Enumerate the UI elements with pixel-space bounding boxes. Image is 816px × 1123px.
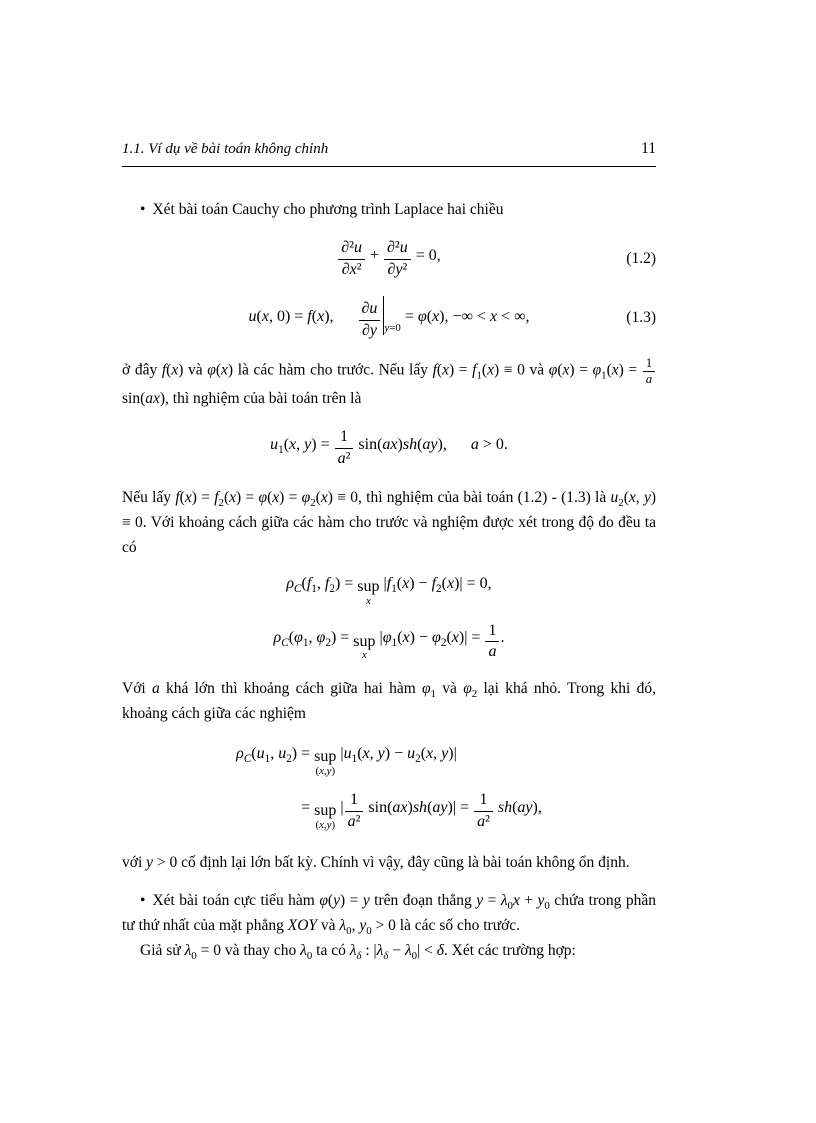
paragraph-lambda-cases: Giả sử $\lambda_0 = 0$ và thay cho $\lambda_0$ ta có $\lambda_\delta$ : $|\lambda_\delta - \lambda_0| < \delta$. Xét các trường hợp: [140, 941, 576, 963]
paragraph-second-case: Nếu lấy $f(x) = f_2(x) = \varphi(x) = \varphi_2(x) \equiv 0$, thì nghiệm của bài toán (1.2) - (1.3) là $u_2(x$, y) ≡ 0. Với khoảng cách giữa các hàm cho trước và nghiệm được xét trong độ đo đều ta có [122, 488, 657, 557]
page-content [122, 136, 656, 963]
bullet-icon: • [140, 891, 146, 909]
paragraph-distance-small: Với a khá lớn thì khoảng cách giữa hai hàm $\varphi_1$ và $\varphi_2$ lại khá nhỏ. Trong khi đó, khoảng cách giữa các nghiệm [122, 679, 656, 722]
paragraph-unstable-conclusion: với y > 0 cố định lại lớn bất kỳ. Chính vì vậy, đây cũng là bài toán không ổn định. [122, 853, 630, 871]
bullet-item-text: Xét bài toán cực tiểu hàm φ(y) = y trên đoạn thẳng $y = \lambda_0x + y_0$ chứa trong phần tư thứ nhất của mặt phẳng XOY và $\lambda_0$, $y_0 > 0$ là các số cho trước. [122, 891, 657, 937]
equation-body: u(x, 0) = f(x), $\frac{\partial u}{\partial y}$ $_{y=0}$ = φ(x), −∞ < x < ∞, [249, 308, 530, 325]
equation-rhs-line1: = sup (x,y) $|u_1(x$, $y) - u_2(x$, y)| [301, 745, 457, 778]
equation-body: $\rho_C(\varphi_1$, $\varphi_2$) = sup x $|\varphi_1(x) - \varphi_2(x)|$ = $\frac{1}{a}$ . [273, 621, 505, 662]
equation-lhs: $\rho_C(u_1$, $u_2$) [236, 745, 298, 766]
bullet-icon: • [140, 201, 146, 219]
bullet-item-text: Xét bài toán Cauchy cho phương trình Laplace hai chiều [152, 201, 504, 219]
equation-body: $\rho_C(f_1$, $f_2$) = sup x $|f_1(x) - f_2(x)| = 0$, [286, 575, 492, 608]
equation-rho-u [122, 744, 656, 832]
equation-tag: (1.2) [626, 250, 656, 268]
paragraph-functions-given: ở đây f(x) và φ(x) là các hàm cho trước. Nếu lấy $f(x) = f_1(x) \equiv 0$ và $\varphi(x) = \varphi_1(x)$ = $\frac{1}{a}$ sin(ax), thì nghiệm của bài toán trên là [122, 357, 656, 411]
equation-rho-f [122, 574, 656, 607]
bullet-item-laplace [122, 197, 656, 222]
equation-1-2 [122, 239, 656, 279]
bullet-item-minimization [122, 888, 656, 938]
page-number: 11 [641, 140, 656, 157]
running-header [122, 136, 656, 167]
equation-tag: (1.3) [626, 309, 656, 327]
equation-1-3 [122, 296, 656, 340]
equation-body: $\frac{\text{∂²u}}{\text{∂x²}}$ + $\frac{\text{∂²u}}{\text{∂y²}}$ = 0, [337, 247, 440, 264]
equation-body: $u_1(x$, y) = $\frac{1}{\text{a²}}$ sin(ax)sh(ay), a > 0. [270, 428, 508, 467]
equation-rho-phi [122, 622, 656, 662]
equation-rhs-line2: = sup (x,y) | $\frac{1}{\text{a²}}$ sin(ax)sh(ay)| = $\frac{1}{\text{a²}}$ sh(ay), [301, 791, 542, 832]
section-title: 1.1. Ví dụ về bài toán không chỉnh [122, 141, 329, 157]
equation-u1-solution [122, 428, 656, 468]
